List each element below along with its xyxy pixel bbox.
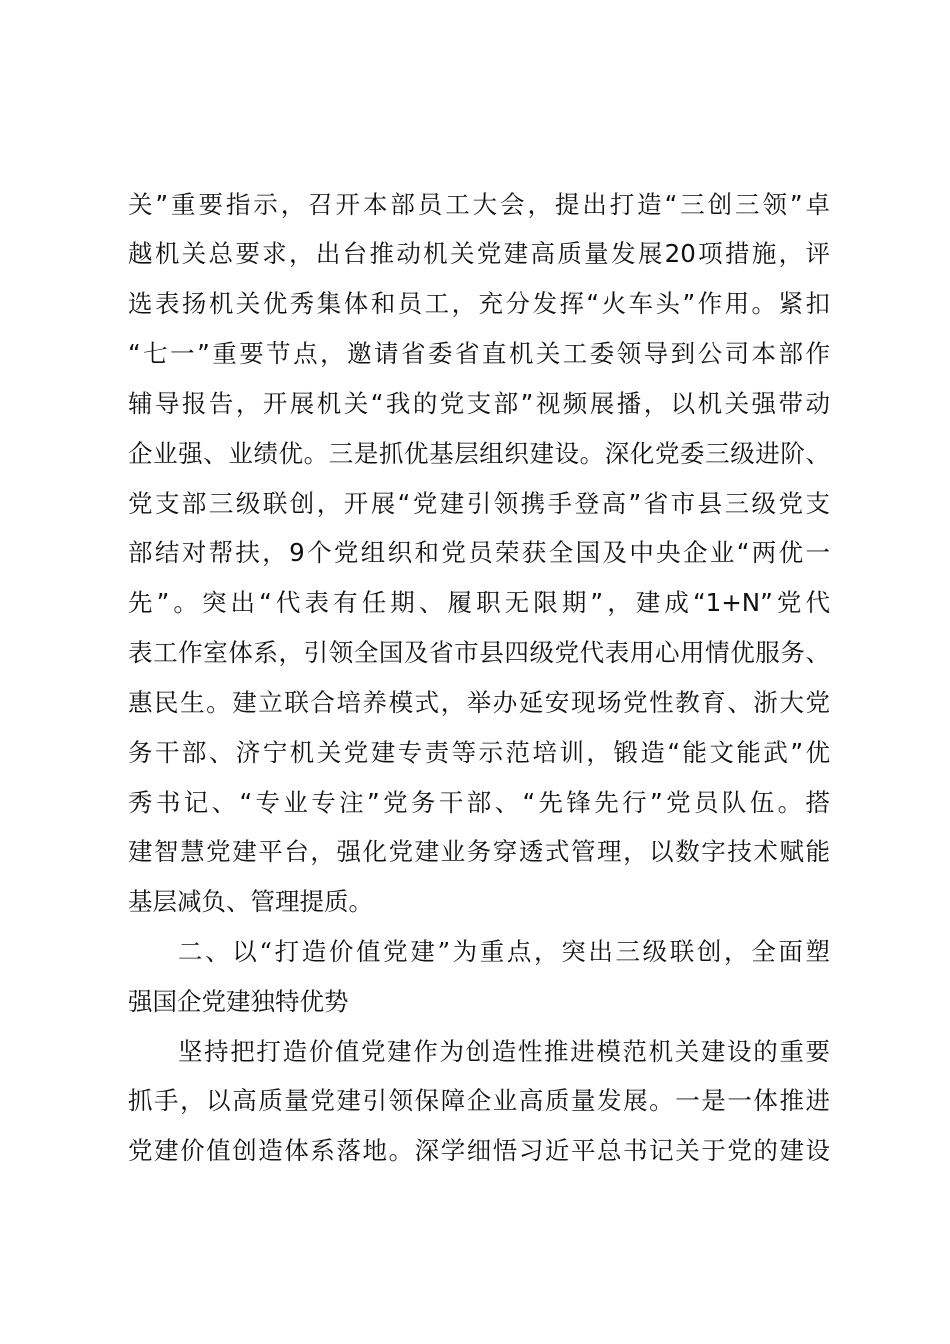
body-text-line: 选表扬机关优秀集体和员工，充分发挥“火车头”作用。紧扣 [128, 289, 830, 318]
body-text-line: 企业强、业绩优。三是抓优基层组织建设。深化党委三级进阶、 [128, 439, 830, 468]
body-text-line: 惠民生。建立联合培养模式，举办延安现场党性教育、浙大党 [128, 688, 830, 717]
body-text-line: 部结对帮扶，9个党组织和党员荣获全国及中央企业“两优一 [128, 538, 830, 567]
body-text-line: 关”重要指示，召开本部员工大会，提出打造“三创三领”卓 [128, 190, 830, 219]
body-text-line: 务干部、济宁机关党建专责等示范培训，锻造“能文能武”优 [128, 738, 830, 767]
section-heading: 强国企党建独特优势 [128, 987, 349, 1016]
body-text-line: 基层减负、管理提质。 [128, 887, 373, 916]
body-text-line: 党建价值创造体系落地。深学细悟习近平总书记关于党的建设 [128, 1136, 830, 1165]
body-text-line: 先”。突出“代表有任期、履职无限期”，建成“1+N”党代 [128, 588, 830, 617]
section-heading: 二、以“打造价值党建”为重点，突出三级联创，全面塑 [178, 937, 830, 966]
body-text-line: 辅导报告，开展机关“我的党支部”视频展播，以机关强带动 [128, 389, 830, 418]
body-text-line: 秀书记、“专业专注”党务干部、“先锋先行”党员队伍。搭 [128, 788, 830, 817]
body-text-line: 党支部三级联创，开展“党建引领携手登高”省市县三级党支 [128, 489, 830, 518]
body-text-line: 坚持把打造价值党建作为创造性推进模范机关建设的重要 [178, 1037, 830, 1066]
body-text-line: 建智慧党建平台，强化党建业务穿透式管理，以数字技术赋能 [128, 837, 830, 866]
body-text-line: 表工作室体系，引领全国及省市县四级党代表用心用情优服务、 [128, 638, 830, 667]
body-text-line: 抓手，以高质量党建引领保障企业高质量发展。一是一体推进 [128, 1086, 830, 1115]
body-text-line: 越机关总要求，出台推动机关党建高质量发展20项措施，评 [128, 239, 830, 268]
body-text-line: “七一”重要节点，邀请省委省直机关工委领导到公司本部作 [128, 339, 830, 368]
